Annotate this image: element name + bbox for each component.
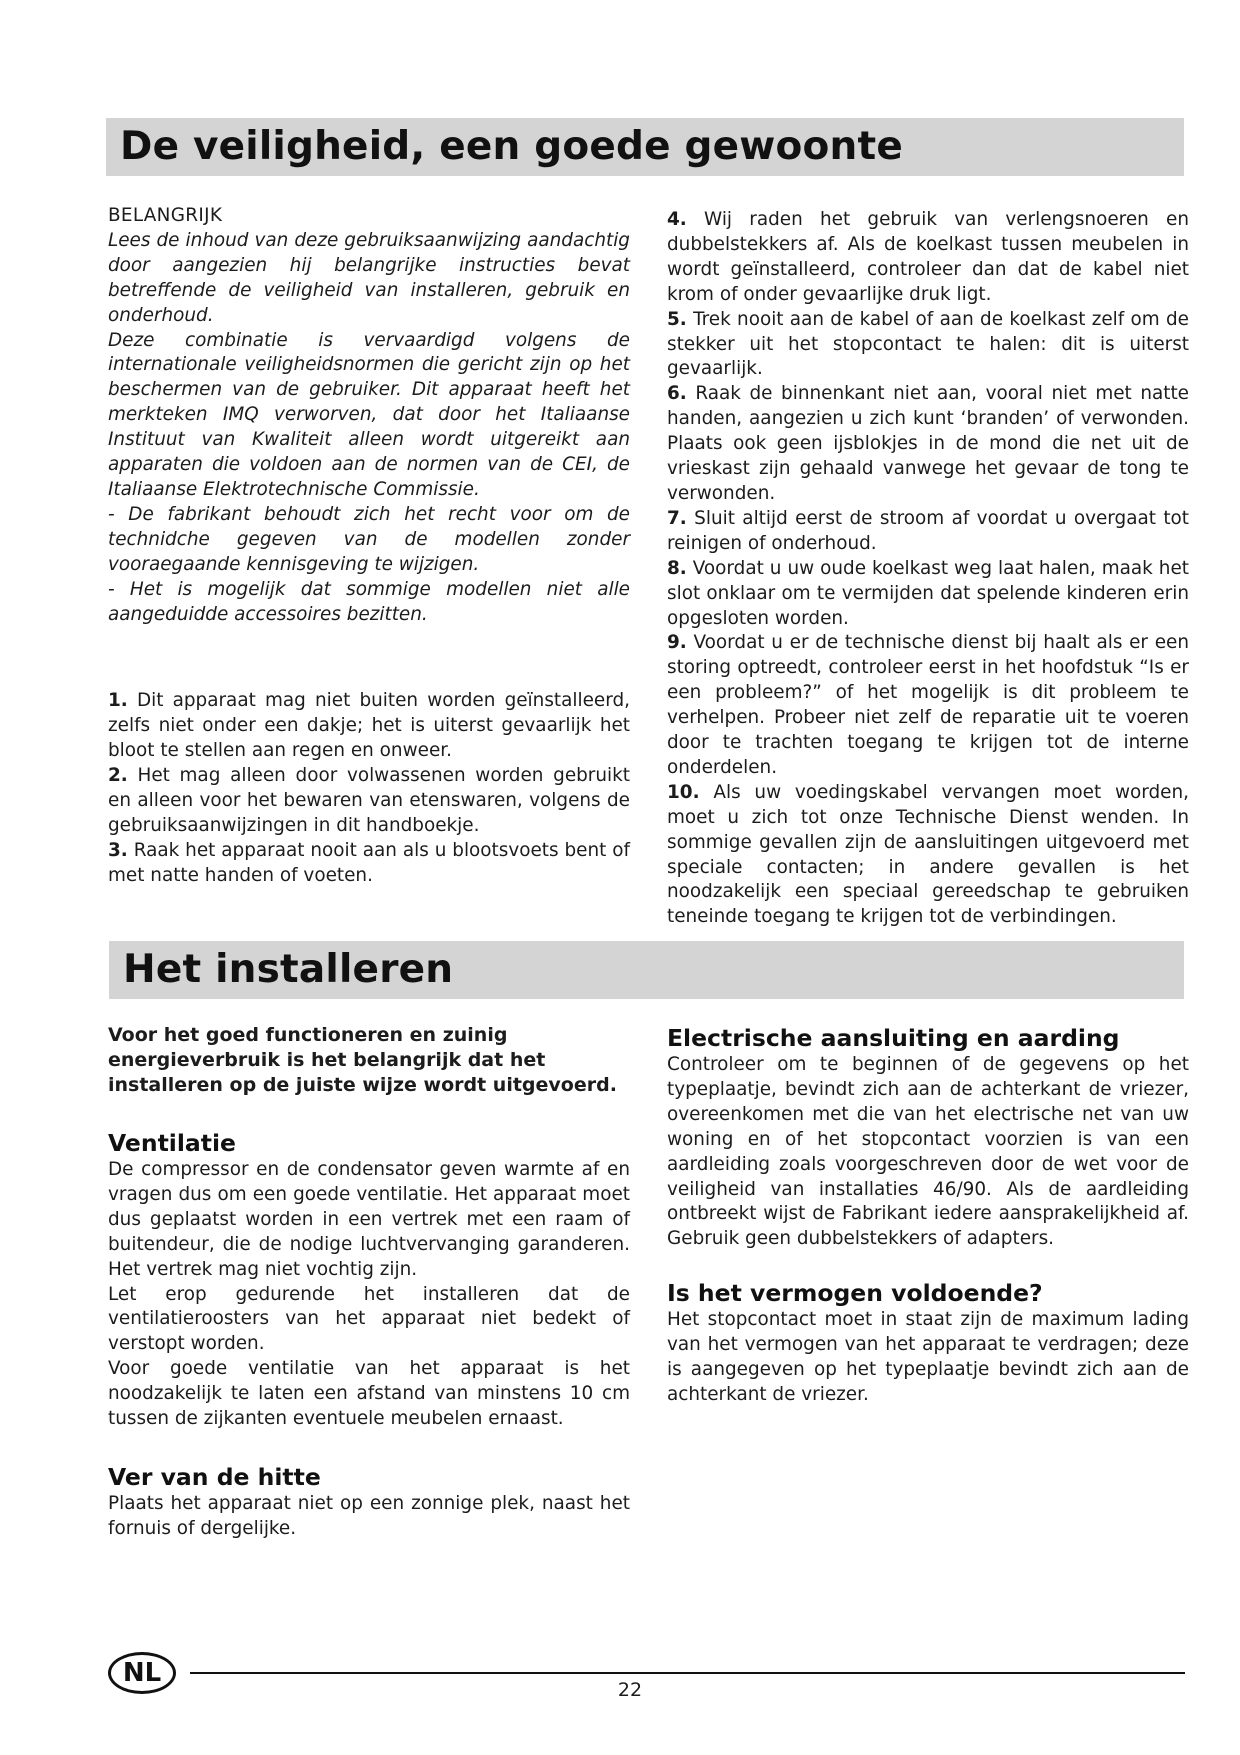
footer-divider (190, 1672, 1185, 1674)
install-right-column (667, 1023, 1189, 1408)
safety-right-column (667, 208, 1189, 930)
ventilatie-paragraph: Voor goede ventilatie van het apparaat is het noodzakelijk te laten een afstand van minstens 10 cm tussen de zijkanten eventuele meubelen ernaast. (108, 1358, 630, 1430)
language-badge: NL (108, 1652, 176, 1694)
intro-paragraph: Lees de inhoud van deze gebruiksaanwijzing aandachtig door aangezien hij belangrijke instructies bevat betreffende de veiligheid van installeren, gebruik en onderhoud. (108, 229, 630, 326)
safety-item-5: 5. Trek nooit aan de kabel of aan de koelkast zelf om de stekker uit het stopcontact te halen: dit is uiterst gevaarlijk. (667, 308, 1189, 380)
heading-vermogen: Is het vermogen voldoende? (667, 1279, 1043, 1308)
install-lead: Voor het goed functioneren en zuinig energieverbruik is het belangrijk dat het installeren op de juiste wijze wordt uitgevoerd. (108, 1024, 617, 1096)
install-left-column (108, 1023, 630, 1542)
ventilatie-paragraph: De compressor en de condensator geven warmte af en vragen dus om een goede ventilatie. Het apparaat moet dus geplaatst worden in een vertrek met een raam of buitendeur, die de nodige luchtvervanging garanderen. Het vertrek mag niet vochtig zijn. (108, 1159, 630, 1280)
intro-paragraph: - Het is mogelijk dat sommige modellen niet alle aangeduidde accessoires bezitten. (108, 578, 630, 625)
safety-left-column (108, 204, 630, 889)
page-number: 22 (617, 1679, 643, 1701)
safety-item-3: 3. Raak het apparaat nooit aan als u blootsvoets bent of met natte handen of voeten. (108, 839, 630, 886)
safety-item-9: 9. Voordat u er de technische dienst bij haalt als er een storing optreedt, controleer eerst in het hoofdstuk “Is er een probleem?” of het mogelijk is dit probleem te verhelpen. Probeer niet zelf de reparatie uit te voeren door te trachten toegang te krijgen tot de interne onderdelen. (667, 632, 1189, 778)
important-label: BELANGRIJK (108, 205, 223, 226)
electrisch-paragraph: Controleer om te beginnen of de gegevens op het typeplaatje, bevindt zich aan de achterkant de vriezer, overeenkomen met die van het electrische net van uw woning en of het stopcontact voorzien is van een aardleiding zoals voorgeschreven door de wet voor de veiligheid van installaties 46/90. Als de aardleiding ontbreekt wijst de Fabrikant iedere aansprakelijkheid af. Gebruik geen dubbelstekkers of adapters. (667, 1054, 1189, 1250)
section-banner-install (109, 941, 1184, 999)
section-title-safety: De veiligheid, een goede gewoonte (120, 124, 903, 169)
hitte-paragraph: Plaats het apparaat niet op een zonnige plek, naast het fornuis of dergelijke. (108, 1492, 630, 1539)
heading-electrisch: Electrische aansluiting en aarding (667, 1024, 1120, 1052)
safety-item-8: 8. Voordat u uw oude koelkast weg laat halen, maak het slot onklaar om te vermijden dat spelende kinderen erin opgesloten worden. (667, 557, 1189, 629)
section-banner-safety (106, 118, 1184, 176)
ventilatie-paragraph: Let erop gedurende het installeren dat de ventilatieroosters van het apparaat niet bedekt of verstopt worden. (108, 1283, 630, 1355)
heading-ventilatie: Ventilatie (108, 1129, 236, 1157)
safety-item-7: 7. Sluit altijd eerst de stroom af voordat u overgaat tot reinigen of onderhoud. (667, 507, 1189, 554)
safety-item-6: 6. Raak de binnenkant niet aan, vooral niet met natte handen, aangezien u zich kunt ‘branden’ of verwonden. Plaats ook geen ijsblokjes in de mond die net uit de vrieskast zijn gehaald vanwege het gevaar de tong te verwonden. (667, 383, 1189, 504)
heading-hitte: Ver van de hitte (108, 1462, 321, 1491)
vermogen-paragraph: Het stopcontact moet in staat zijn de maximum lading van het vermogen van het apparaat te verdragen; deze is aangegeven op het typeplaatje bevindt zich aan de achterkant de vriezer. (667, 1309, 1189, 1405)
safety-item-10: 10. Als uw voedingskabel vervangen moet worden, moet u zich tot onze Technische Dienst wenden. In sommige gevallen zijn de aansluitingen uitgevoerd met speciale contacten; in andere gevallen is het noodzakelijk een speciaal gereedschap te gebruiken teneinde toegang te krijgen tot de verbindingen. (667, 781, 1189, 928)
section-title-install: Het installeren (123, 947, 454, 992)
intro-paragraph: - De fabrikant behoudt zich het recht voor om de technidche gegeven van de modellen zonder vooraegaande kennisgeving te wijzigen. (108, 503, 630, 575)
safety-item-4: 4. Wij raden het gebruik van verlengsnoeren en dubbelstekkers af. Als de koelkast tussen meubelen in wordt geïnstalleerd, controleer dan dat de kabel niet krom of onder gevaarlijke druk ligt. (667, 209, 1189, 305)
safety-item-2: 2. Het mag alleen door volwassenen worden gebruikt en alleen voor het bewaren van etenswaren, volgens de gebruiksaanwijzingen in dit handboekje. (108, 765, 630, 836)
intro-paragraph: Deze combinatie is vervaardigd volgens de internationale veiligheidsnormen die gericht zijn op het beschermen van de gebruiker. Dit apparaat heeft het merkteken IMQ verworven, dat door het Italiaanse Instituut van Kwaliteit alleen wordt uitgereikt aan apparaten die voldoen aan de normen van de CEI, de Italiaanse Elektrotechnische Commissie. (108, 329, 630, 500)
safety-item-1: 1. Dit apparaat mag niet buiten worden geïnstalleerd, zelfs niet onder een dakje; het is uiterst gevaarlijk het bloot te stellen aan regen en onweer. (108, 690, 630, 762)
